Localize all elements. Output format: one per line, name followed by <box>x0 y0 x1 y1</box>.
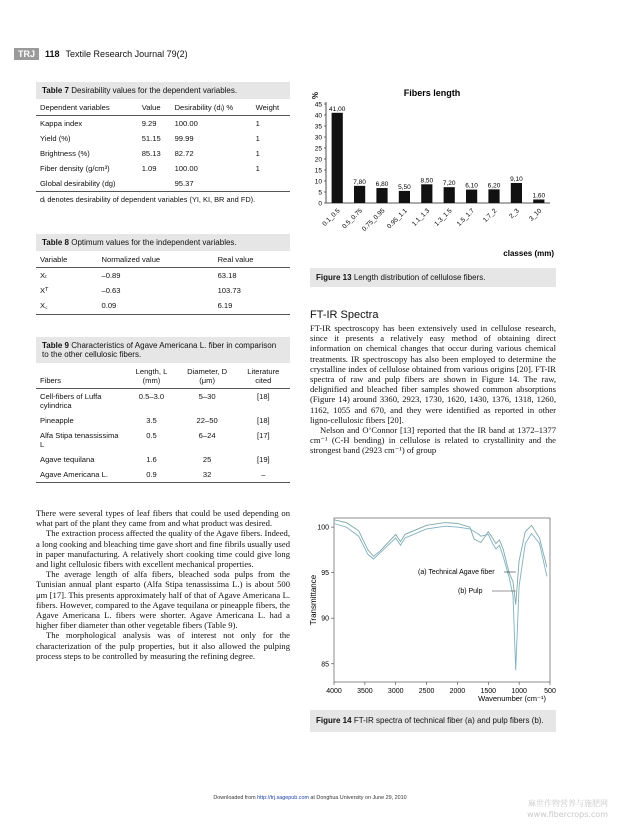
table-cell: 1 <box>255 134 260 143</box>
paragraph: The morphological analysis was of interest not only for the characterization of the pulp properties, but it also allowed the pulping process steps to be controlled by measuring the refining degree. <box>36 630 290 661</box>
y-tick-label: 15 <box>314 167 322 175</box>
table-9 <box>36 337 290 483</box>
table-cell: Kappa index <box>40 119 83 128</box>
y-tick-label: 85 <box>321 661 329 669</box>
table-header-cell: Diameter, D (μm) <box>178 363 237 389</box>
table-7-grid <box>36 99 290 192</box>
y-tick-label: 90 <box>321 615 329 623</box>
x-axis-label: Wavenumber (cm⁻¹) <box>478 694 546 703</box>
table-cell: [18] <box>256 392 270 401</box>
right-body-text <box>310 323 556 456</box>
table-cell: 1.6 <box>146 455 157 464</box>
x-tick-label: 500 <box>544 688 556 695</box>
bar-value-label: 1,60 <box>532 192 546 200</box>
table-header-cell: Fibers <box>36 363 125 389</box>
download-footer: Downloaded from http://trj.sagepub.com at Donghua University on June 29, 2010 <box>213 795 407 801</box>
table-row <box>36 176 290 192</box>
bar <box>421 184 432 203</box>
table-row <box>36 389 290 414</box>
y-tick-label: 30 <box>314 134 322 142</box>
series-label: (b) Pulp <box>458 588 483 595</box>
y-axis-label: Transmittance <box>309 574 318 626</box>
table-7-note: dᵢ denotes desirability of dependent variables (YI, KI, BR and FD). <box>40 195 256 204</box>
x-tick-label: 0.5_0.75 <box>341 207 365 231</box>
bar <box>511 183 522 203</box>
running-header <box>14 48 188 60</box>
paragraph: FT-IR spectroscopy has been extensively used in cellulose research, since it presents a relatively easy method of obtaining direct information on chemical changes that occur during various chemical treatments. IR spectroscopy has also been employed to determine the crystalline index of cellulose obtained from various origins [20]. FT-IR spectra of raw and pulp fibers are shown in Figure 14. The raw, delignified and bleached fiber samples showed common absorptions (Figure 14) around 3360, 2923, 1730, 1620, 1430, 1376, 1318, 1260, 1162, 1055 and 670, and they were identified as reported in other ligno-cellulosic fibers [20]. <box>310 323 556 425</box>
bar-value-label: 41,00 <box>329 105 346 113</box>
x-tick-label: 3000 <box>387 688 404 695</box>
x-tick-label: 2000 <box>449 688 466 695</box>
table-cell: 82.72 <box>174 149 194 158</box>
x-tick-label: 0.1_0.5 <box>321 207 342 228</box>
table-cell: 51.15 <box>141 134 161 143</box>
table-cell: –0.63 <box>101 286 121 295</box>
table-header-cell: Length, L (mm) <box>125 363 177 389</box>
paragraph: The average length of alfa fibers, bleached soda pulps from the Tunisian annual plant esparto (Alfa Stipa tenassissima L.) is about 500 μm [17]. This presents approximately half of that of Agave Americana L. fibers. However, compared to the Agave tequilana or pineapple fibers, the Agave Americana L. fibers were shorter. Agave Americana L. had a higher fiber diameter than other vegetable fibers (Table 9). <box>36 569 290 631</box>
plot-frame <box>334 518 550 682</box>
table-header-cell: Real value <box>214 251 290 268</box>
table-cell: Global desirability (dg) <box>36 176 138 192</box>
bar <box>466 190 477 203</box>
table-cell: 3.5 <box>146 416 157 425</box>
x-tick-label: 2_3 <box>508 207 521 221</box>
table-header-cell: Value <box>138 99 171 116</box>
table-cell: Brightness (%) <box>40 149 90 158</box>
bar <box>533 199 544 203</box>
table-row <box>36 298 290 315</box>
table-8-caption: Table 8 Optimum values for the independent variables. <box>36 234 290 251</box>
table-row <box>36 131 290 146</box>
table-cell: 99.99 <box>174 134 194 143</box>
y-tick-label: 95 <box>321 570 329 578</box>
x-tick-label: 1.3_1.5 <box>433 207 454 228</box>
table-cell: X꜀ <box>36 298 97 315</box>
table-cell: 100.00 <box>174 164 198 173</box>
x-tick-label: 1000 <box>511 688 527 695</box>
table-cell: 103.73 <box>217 286 241 295</box>
bar <box>444 187 455 203</box>
table-cell: 1 <box>255 119 260 128</box>
x-tick-label: 3_10 <box>528 207 544 223</box>
table-cell: [18] <box>256 416 270 425</box>
bar-value-label: 8,50 <box>420 177 434 185</box>
bar <box>399 191 410 203</box>
table-cell: 6–24 <box>198 431 216 440</box>
table-row <box>36 428 290 452</box>
journal-title: Textile Research Journal 79(2) <box>65 49 188 59</box>
table-row <box>36 116 290 132</box>
table-header-cell: Variable <box>36 251 97 268</box>
x-tick-label: 2500 <box>418 688 435 695</box>
bar-value-label: 6,10 <box>465 182 478 190</box>
figure-14-caption: Figure 14 FT-IR spectra of technical fiber (a) and pulp fibers (b). <box>310 710 556 732</box>
table-header-cell: Literature cited <box>237 363 290 389</box>
table-row <box>36 146 290 161</box>
x-tick-label: 1.7_2 <box>481 207 499 224</box>
table-cell: 0.5 <box>146 431 157 440</box>
section-heading: FT-IR Spectra <box>310 309 379 321</box>
chart-title: Fibers length <box>403 88 461 98</box>
table-cell <box>252 176 290 192</box>
y-tick-label: 100 <box>317 524 329 532</box>
table-cell: Fiber density (g/cm³) <box>40 164 110 173</box>
table-cell: 6.19 <box>214 298 290 315</box>
figure-13-caption: Figure 13 Length distribution of cellulose fibers. <box>310 268 556 287</box>
table-8 <box>36 234 290 315</box>
table-7 <box>36 82 290 207</box>
table-cell: 63.18 <box>217 271 237 280</box>
table-cell: Alfa Stipa tenassissima L <box>40 431 119 449</box>
bar-value-label: 7,80 <box>353 178 366 186</box>
table-cell: 5–30 <box>198 392 216 401</box>
table-cell: –0.89 <box>101 271 121 280</box>
table-header-cell: Dependent variables <box>36 99 138 116</box>
table-cell: 22–50 <box>196 416 218 425</box>
table-cell: – <box>237 467 290 483</box>
table-cell: 32 <box>178 467 237 483</box>
x-tick-label: 1500 <box>480 688 497 695</box>
table-cell: Pineapple <box>40 416 74 425</box>
bar-value-label: 6,20 <box>487 182 501 190</box>
table-9-grid <box>36 363 290 483</box>
y-tick-label: 40 <box>314 112 322 120</box>
table-row <box>36 268 290 284</box>
table-row <box>36 161 290 176</box>
series-line <box>334 520 547 605</box>
table-row <box>36 283 290 298</box>
table-cell: Agave Americana L. <box>36 467 125 483</box>
table-cell: [19] <box>256 455 270 464</box>
bar-value-label: 9,10 <box>510 175 523 183</box>
table-9-caption: Table 9 Characteristics of Agave Americana L. fiber in comparison to the other cellulosic fibers. <box>36 337 290 363</box>
footer-link[interactable]: http://trj.sagepub.com <box>257 795 309 801</box>
table-cell: Xᵀ <box>40 286 49 295</box>
table-cell: 1 <box>255 149 260 158</box>
bar-value-label: 7,20 <box>442 180 456 188</box>
figure-13-bar-chart <box>306 80 562 266</box>
watermark: 麻世作物营养与施肥网 www.fibercrops.com <box>527 799 608 819</box>
table-cell: 1.09 <box>141 164 157 173</box>
page-number: 118 <box>45 49 60 59</box>
table-row <box>36 467 290 483</box>
table-header-cell: Desirability (dᵢ) % <box>171 99 252 116</box>
bar <box>354 186 365 203</box>
bar-value-label: 5,50 <box>398 183 411 191</box>
series-label: (a) Technical Agave fiber <box>418 569 495 576</box>
left-body-text <box>36 508 290 661</box>
y-axis-label: % <box>310 92 319 100</box>
table-row <box>36 452 290 467</box>
table-cell: 85.13 <box>141 149 161 158</box>
table-cell: 1 <box>255 164 260 173</box>
table-header-cell: Normalized value <box>97 251 213 268</box>
table-cell: 100.00 <box>174 119 198 128</box>
y-tick-label: 20 <box>314 156 322 164</box>
bar <box>332 113 343 203</box>
x-tick-label: 3500 <box>357 688 373 695</box>
x-tick-label: 1.5_1.7 <box>455 207 477 228</box>
table-row <box>36 413 290 428</box>
y-tick-label: 45 <box>314 101 322 109</box>
table-7-caption: Table 7 Desirability values for the dependent variables. <box>36 82 290 99</box>
x-tick-label: 0.95_1.1 <box>385 207 409 231</box>
x-tick-label: 1.1_1.3 <box>410 207 432 228</box>
y-tick-label: 35 <box>314 123 322 131</box>
y-tick-label: 25 <box>314 145 322 153</box>
table-cell: [17] <box>256 431 270 440</box>
y-tick-label: 10 <box>314 178 322 186</box>
paragraph: Nelson and O’Connor [13] reported that the IR band at 1372–1377 cm⁻¹ (C-H bending) in cellulose is related to crystallinity and the strongest band (2923 cm⁻¹) of group <box>310 425 556 456</box>
table-cell: 0.5–3.0 <box>138 392 165 401</box>
table-cell: Cell-fibers of Luffa cylindrica <box>40 392 102 410</box>
table-cell: 0.9 <box>125 467 177 483</box>
table-cell: Yield (%) <box>40 134 71 143</box>
table-8-grid <box>36 251 290 315</box>
paragraph: There were several types of leaf fibers that could be used depending on what part of the plant they came from and what product was desired. <box>36 508 290 529</box>
table-cell: Agave tequilana <box>40 455 95 464</box>
bar <box>376 188 387 203</box>
table-cell: 0.09 <box>97 298 213 315</box>
y-tick-label: 0 <box>318 200 322 208</box>
table-cell <box>138 176 171 192</box>
x-tick-label: 0.75_0.95 <box>361 207 387 233</box>
bar-value-label: 6,80 <box>375 181 389 189</box>
table-cell: Xₜ <box>40 271 48 280</box>
table-cell: 9.29 <box>141 119 157 128</box>
bar <box>488 189 499 203</box>
table-header-cell: Weight <box>252 99 290 116</box>
paragraph: The extraction process affected the quality of the Agave fibers. Indeed, a long cooking and bleaching time gave short and fine fibrils usually used in paper manufacturing. A relatively short cooking time could give long and light cellulosic fibers with excellent mechanical properties. <box>36 528 290 570</box>
table-cell: 25 <box>202 455 212 464</box>
journal-badge: TRJ <box>14 48 39 60</box>
x-tick-label: 4000 <box>326 688 342 695</box>
y-tick-label: 5 <box>318 189 322 197</box>
table-cell: 95.37 <box>171 176 252 192</box>
figure-14-ftir-chart <box>306 514 560 706</box>
x-axis-label: classes (mm) <box>503 249 554 258</box>
